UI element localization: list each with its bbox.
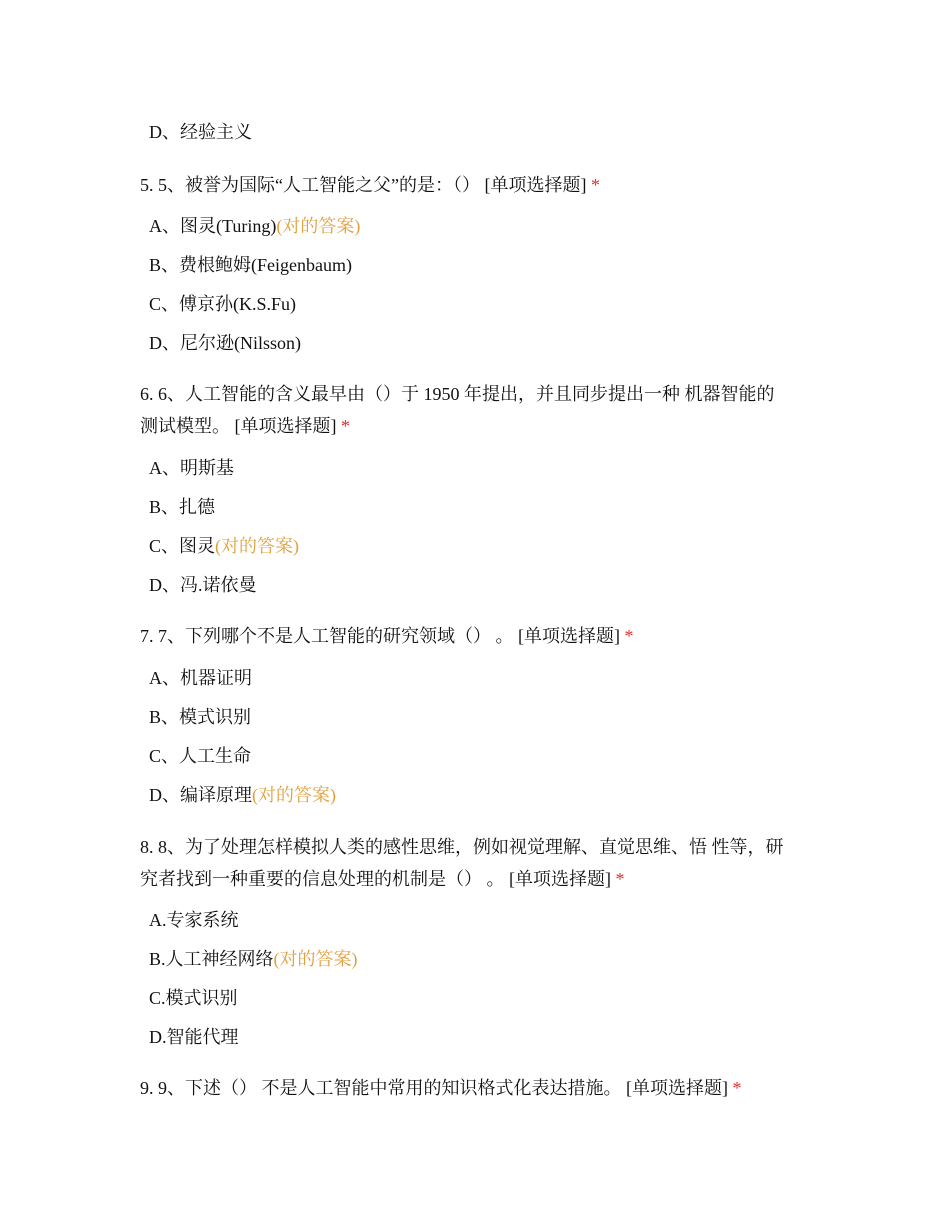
option-text: A、明斯基 [149,458,234,478]
question-text: 究者找到一种重要的信息处理的机制是（） 。 [单项选择题] [140,869,611,889]
required-mark: * [590,175,600,195]
question-text: 8. 8、为了处理怎样模拟人类的感性思维，例如视觉理解、直觉思维、悟 性等，研 [140,837,784,857]
required-mark: * [624,626,634,646]
q8-option-d [149,1026,239,1048]
correct-answer-mark: (对的答案) [215,536,300,556]
question-text: 测试模型。 [单项选择题] [140,416,337,436]
option-text: C、图灵 [149,536,216,556]
option-text: D、尼尔逊(Nilsson) [149,333,301,353]
question-text: 9. 9、下述（） 不是人工智能中常用的知识格式化表达措施。 [单项选择题] [140,1078,728,1098]
option-text: D.智能代理 [149,1027,239,1047]
option-text: B.人工神经网络 [149,949,274,969]
q7-option-a [149,667,252,689]
option-text: B、扎德 [149,497,216,517]
q8-title-line-2 [140,868,625,890]
option-text: C、傅京孙(K.S.Fu) [149,294,297,314]
option-text: C.模式识别 [149,988,238,1008]
option-text: D、编译原理 [149,785,252,805]
q6-title-line-1 [140,383,775,405]
correct-answer-mark: (对的答案) [252,785,336,805]
option-text: A、机器证明 [149,668,252,688]
option-text: A.专家系统 [149,910,239,930]
q7-option-b [149,706,251,728]
q5-option-a [149,215,360,237]
q7-option-c [149,745,251,767]
option-text: B、费根鲍姆(Feigenbaum) [149,255,352,275]
option-text: B、模式识别 [149,707,252,727]
correct-answer-mark: (对的答案) [276,216,361,236]
q5-option-c [149,293,296,315]
correct-answer-mark: (对的答案) [273,949,358,969]
q8-option-b [149,948,358,970]
q4-option-d [149,121,252,143]
q6-option-c [149,535,299,557]
q5-title [140,174,600,196]
question-text: 6. 6、人工智能的含义最早由（）于 1950 年提出，并且同步提出一种 机器智能的 [140,384,775,404]
option-text: D、经验主义 [149,122,252,142]
question-text: 7. 7、下列哪个不是人工智能的研究领域（） 。 [单项选择题] [140,626,620,646]
q8-option-c [149,987,238,1009]
q7-title [140,625,634,647]
question-text: 5. 5、被誉为国际“人工智能之父”的是：（） [单项选择题] [140,175,587,195]
required-mark: * [732,1078,742,1098]
q9-title [140,1077,742,1099]
q6-option-a [149,457,234,479]
q6-option-b [149,496,215,518]
q6-option-d [149,574,257,596]
q8-title-line-1 [140,836,784,858]
required-mark: * [615,869,625,889]
q8-option-a [149,909,239,931]
q7-option-d [149,784,336,806]
option-text: D、冯.诺依曼 [149,575,257,595]
option-text: C、人工生命 [149,746,252,766]
q5-option-b [149,254,352,276]
q5-option-d [149,332,301,354]
required-mark: * [341,416,350,436]
option-text: A、图灵(Turing) [149,216,277,236]
q6-title-line-2 [140,415,350,437]
